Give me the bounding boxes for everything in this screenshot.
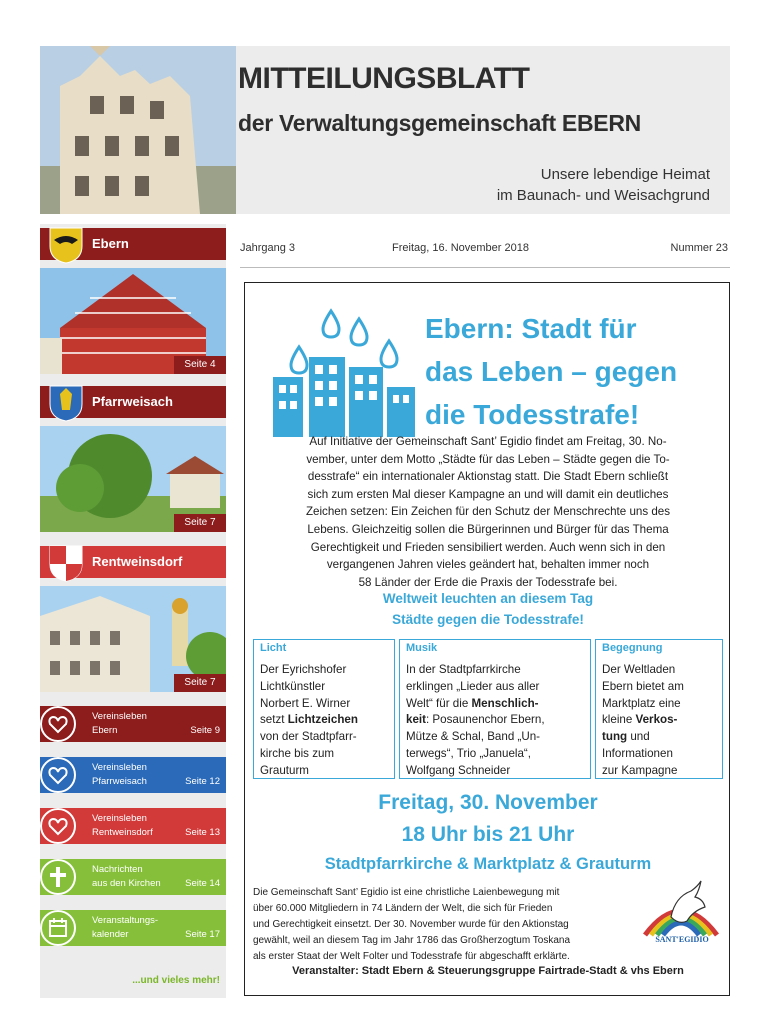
- program-box-line: [602, 763, 684, 780]
- sidebar-item-label: aus den Kirchen: [92, 878, 161, 889]
- sidebar-item-vereinsleben-rentweinsdorf[interactable]: [40, 808, 226, 844]
- program-box-line: [406, 763, 545, 780]
- body-text: Der Eyrichshofer: [260, 663, 347, 676]
- calendar-icon: [40, 910, 76, 946]
- subheading-line: Weltweit leuchten an diesem Tag: [382, 591, 594, 606]
- page-reference: Seite 13: [185, 827, 220, 838]
- pfarrweisach-crest-icon: [46, 384, 86, 422]
- program-box-line: [602, 679, 684, 696]
- program-box-line: [260, 763, 358, 780]
- sidebar-item-label: Ebern: [92, 236, 129, 251]
- slogan-line: im Baunach- und Weisachgrund: [496, 187, 710, 204]
- program-box-line: [260, 729, 358, 746]
- body-text: Der Weltladen: [602, 663, 676, 676]
- body-text: Welt“ für die: [406, 696, 472, 710]
- subheading-line: Städte gegen die Todesstrafe!: [392, 612, 584, 627]
- sidebar-item-label: Vereinsleben: [92, 813, 147, 824]
- sidebar: [40, 224, 226, 998]
- sidebar-item-rentweinsdorf[interactable]: [40, 546, 226, 578]
- sidebar-item-ebern[interactable]: [40, 228, 226, 260]
- sidebar-item-label: Nachrichten: [92, 864, 143, 875]
- body-text: von der Stadtpfarr-: [260, 730, 357, 744]
- program-box-line: [406, 679, 545, 696]
- program-box-body: [406, 662, 545, 780]
- organizer-line: Veranstalter: Stadt Ebern & Steuerungsgruppe Fairtrade-Stadt & vhs Ebern: [292, 965, 684, 977]
- headline-line: die Todesstrafe!: [425, 399, 640, 430]
- issue-number: Nummer 23: [670, 242, 728, 254]
- rentweinsdorf-photo: [40, 586, 226, 692]
- headline-line: Ebern: Stadt für: [425, 313, 637, 344]
- intro-line: vember, unter dem Motto „Städte für das Leben – Städte gegen die To-: [306, 452, 670, 466]
- program-box-line: [406, 729, 545, 746]
- body-text: : Posaunenchor Ebern,: [425, 713, 545, 727]
- sidebar-item-label: Pfarrweisach: [92, 776, 147, 787]
- santegidio-logo-label: SANT'EGIDIO: [655, 935, 709, 944]
- body-text: Mütze & Schal, Band „Un-: [406, 730, 541, 744]
- more-teaser: ...und vieles mehr!: [132, 975, 220, 986]
- program-box-line: [602, 729, 684, 746]
- page-reference: Seite 12: [185, 776, 220, 787]
- issue-meta: [240, 238, 730, 268]
- cross-icon: [40, 859, 76, 895]
- program-box-body: [602, 662, 684, 780]
- body-text: und: [627, 730, 650, 744]
- body-text: erklingen „Lieder aus aller: [406, 679, 540, 693]
- program-box-line: [260, 712, 358, 729]
- page-reference: Seite 9: [190, 725, 220, 736]
- pfarrweisach-photo: [40, 426, 226, 532]
- event-place: Stadtpfarrkirche & Marktplatz & Grauturm: [324, 855, 652, 873]
- newsletter-subtitle: der Verwaltungsgemeinschaft EBERN: [238, 110, 641, 136]
- santegidio-dove-logo: [641, 877, 721, 937]
- intro-line: Lebens. Gleichzeitig sollen die Bürgerinnen und Bürger für das Thema: [307, 522, 669, 536]
- hands-heart-icon: [40, 706, 76, 742]
- slogan-line: Unsere lebendige Heimat: [540, 166, 710, 183]
- highlight-text: Verkos-: [635, 713, 678, 727]
- program-box-line: [406, 696, 545, 713]
- intro-line: Auf Initiative der Gemeinschaft Sant’ Egidio findet am Freitag, 30. No-: [309, 435, 667, 448]
- program-box-line: [260, 662, 358, 679]
- program-box-line: [406, 712, 545, 729]
- body-text: Wolfgang Schneider: [406, 763, 511, 777]
- info-line: als erster Staat der Welt Folter und Todesstrafe für abgeschafft erklärte.: [253, 951, 570, 962]
- body-text: Lichtkünstler: [260, 679, 326, 693]
- sidebar-item-label: kalender: [92, 929, 129, 940]
- page-reference: Seite 17: [185, 929, 220, 940]
- intro-line: desstrafe“ ein internationaler Aktionstag statt. Die Stadt Ebern schließt: [307, 470, 669, 484]
- body-text: terwegs“, Trio „Januela“,: [406, 746, 532, 760]
- page-reference: Seite 7: [174, 674, 226, 692]
- body-text: zur Kampagne: [602, 763, 678, 777]
- program-box-body: [260, 662, 358, 780]
- page-reference: Seite 7: [174, 514, 226, 532]
- program-box-line: [406, 746, 545, 763]
- body-text: Marktplatz eine: [602, 696, 681, 710]
- sidebar-item-pfarrweisach[interactable]: [40, 386, 226, 418]
- program-box-title: Begegnung: [602, 642, 663, 654]
- main-article: [244, 282, 730, 996]
- city-of-life-icon: [269, 307, 419, 437]
- page-reference: Seite 4: [174, 356, 226, 374]
- sidebar-item-label: Rentweinsdorf: [92, 554, 183, 569]
- program-box-licht: [253, 639, 395, 779]
- event-date: Freitag, 30. November: [378, 791, 598, 814]
- sidebar-item-label: Veranstaltungs-: [92, 915, 159, 926]
- hands-heart-icon: [40, 757, 76, 793]
- sidebar-item-label: Ebern: [92, 725, 118, 736]
- santegidio-info: [253, 885, 633, 965]
- info-line: gewählt, weil an diesem Tag im Jahr 1786 das Großherzogtum Toskana: [253, 935, 571, 946]
- issue-volume: Jahrgang 3: [240, 242, 296, 254]
- intro-line: Gerechtigkeit und Frieden sensibiliert werden. Auch wenn sich in den: [310, 540, 666, 554]
- program-box-begegnung: [595, 639, 723, 779]
- ebern-townhall-photo: [40, 268, 226, 374]
- program-box-line: [602, 746, 684, 763]
- highlight-text: Menschlich-: [471, 696, 539, 710]
- program-box-title: Musik: [406, 642, 438, 654]
- article-intro: [257, 433, 719, 591]
- rentweinsdorf-crest-icon: [46, 544, 86, 582]
- sidebar-item-vereinsleben-pfarrweisach[interactable]: [40, 757, 226, 793]
- program-box-line: [260, 696, 358, 713]
- body-text: Grauturm: [260, 763, 309, 777]
- intro-line: 58 Länder der Erde die Praxis der Todesstrafe bei.: [358, 575, 618, 589]
- hands-heart-icon: [40, 808, 76, 844]
- newsletter-title: MITTEILUNGSBLATT: [238, 62, 530, 95]
- article-subheading: [245, 588, 731, 630]
- body-text: Informationen: [602, 746, 673, 760]
- ebern-crest-icon: [46, 226, 86, 264]
- body-text: kleine: [602, 713, 636, 727]
- sidebar-item-label: Vereinsleben: [92, 762, 147, 773]
- sidebar-item-label: Vereinsleben: [92, 711, 147, 722]
- sidebar-item-label: Rentweinsdorf: [92, 827, 153, 838]
- slogan: [497, 164, 710, 206]
- program-box-musik: [399, 639, 591, 779]
- sidebar-item-nachrichten-kirchen[interactable]: [40, 859, 226, 895]
- page-reference: Seite 14: [185, 878, 220, 889]
- intro-line: sich zum ersten Mal dieser Kampagne an und will damit ein deutliches: [307, 487, 669, 501]
- highlight-text: Lichtzeichen: [287, 713, 358, 727]
- program-box-title: Licht: [260, 642, 287, 654]
- body-text: setzt: [260, 713, 288, 727]
- program-box-line: [602, 696, 684, 713]
- sidebar-item-vereinsleben-ebern[interactable]: [40, 706, 226, 742]
- headline-line: das Leben – gegen: [425, 356, 678, 387]
- event-time: 18 Uhr bis 21 Uhr: [401, 823, 575, 846]
- intro-line: Zeichen setzen: Ein Zeichen für den Schutz der Menschrechte uns des: [305, 505, 671, 519]
- sidebar-item-veranstaltungskalender[interactable]: [40, 910, 226, 946]
- highlight-text: keit: [406, 713, 426, 727]
- body-text: Ebern bietet am: [602, 679, 684, 693]
- program-box-line: [260, 679, 358, 696]
- intro-line: vergangenen Jahren vieles geändert hat, behalten immer noch: [326, 558, 650, 572]
- body-text: Norbert E. Wirner: [260, 696, 351, 710]
- info-line: und Gerechtigkeit einsetzt. Der 30. November wurde für den Aktionstag: [253, 919, 569, 930]
- issue-date: Freitag, 16. November 2018: [392, 242, 529, 254]
- article-headline: [425, 307, 725, 436]
- highlight-text: tung: [602, 730, 628, 744]
- program-box-line: [602, 712, 684, 729]
- masthead: [40, 46, 730, 214]
- sidebar-item-label: Pfarrweisach: [92, 394, 173, 409]
- program-box-line: [602, 662, 684, 679]
- program-box-line: [406, 662, 545, 679]
- body-text: In der Stadtpfarrkirche: [406, 663, 521, 676]
- info-line: über 60.000 Mitgliedern in 74 Ländern der Welt, die sich für Frieden: [253, 903, 553, 914]
- body-text: kirche bis zum: [260, 746, 335, 760]
- info-line: Die Gemeinschaft Sant’ Egidio ist eine christliche Laienbewegung mit: [253, 887, 560, 898]
- header-building-photo: [40, 46, 236, 214]
- program-box-line: [260, 746, 358, 763]
